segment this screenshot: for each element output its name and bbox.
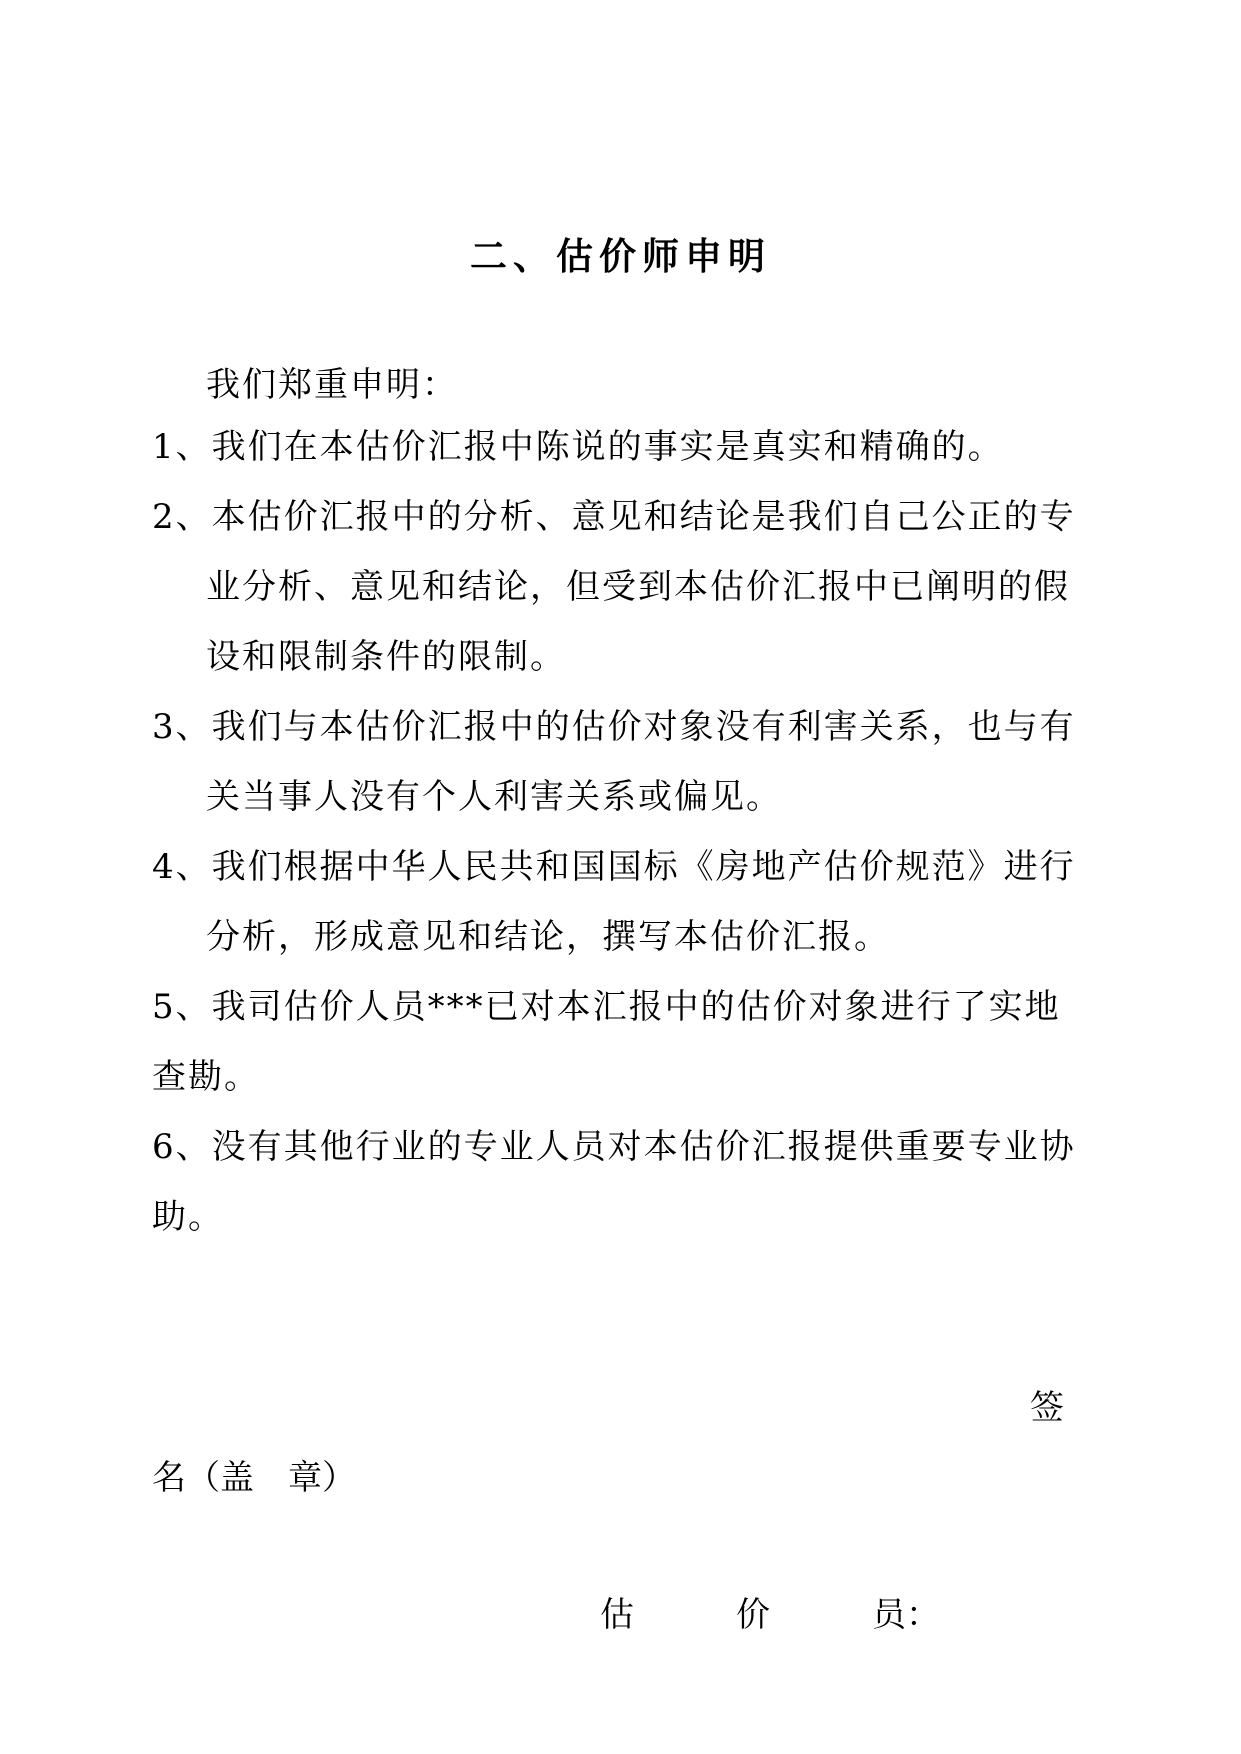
item-number: 4、 bbox=[152, 847, 212, 887]
item-text: 没有其他行业的专业人员对本估价汇报提供重要专业协助。 bbox=[152, 1127, 1076, 1237]
declaration-item-2 bbox=[152, 482, 1092, 692]
item-text: 我们与本估价汇报中的估价对象没有利害关系，也与有关当事人没有个人利害关系或偏见。 bbox=[206, 707, 1076, 817]
item-text: 我们根据中华人民共和国国标《房地产估价规范》进行分析，形成意见和结论，撰写本估价汇报。 bbox=[206, 847, 1076, 957]
item-text: 我司估价人员***已对本汇报中的估价对象进行了实地查勘。 bbox=[152, 987, 1061, 1097]
page-title: 二、估价师申明 bbox=[470, 235, 771, 278]
signature-label-part2: 名（盖 章） bbox=[152, 1458, 356, 1498]
declaration-item-4 bbox=[152, 832, 1092, 972]
signature-label-part1: 签 bbox=[1030, 1388, 1064, 1428]
declaration-item-1 bbox=[152, 412, 1092, 482]
item-number: 2、 bbox=[152, 497, 212, 537]
item-text: 我们在本估价汇报中陈说的事实是真实和精确的。 bbox=[211, 427, 1004, 467]
declaration-item-6 bbox=[152, 1112, 1092, 1252]
appraiser-label: 估 价 员： bbox=[600, 1595, 940, 1635]
intro-statement: 我们郑重申明： bbox=[206, 365, 458, 405]
item-number: 1、 bbox=[152, 427, 212, 467]
declaration-item-3 bbox=[152, 692, 1092, 832]
item-number: 6、 bbox=[152, 1127, 212, 1167]
declaration-item-5 bbox=[152, 972, 1092, 1112]
item-text: 本估价汇报中的分析、意见和结论是我们自己公正的专业分析、意见和结论，但受到本估价汇报中已阐明的假设和限制条件的限制。 bbox=[206, 497, 1076, 677]
item-number: 3、 bbox=[152, 707, 212, 747]
item-number: 5、 bbox=[152, 987, 212, 1027]
